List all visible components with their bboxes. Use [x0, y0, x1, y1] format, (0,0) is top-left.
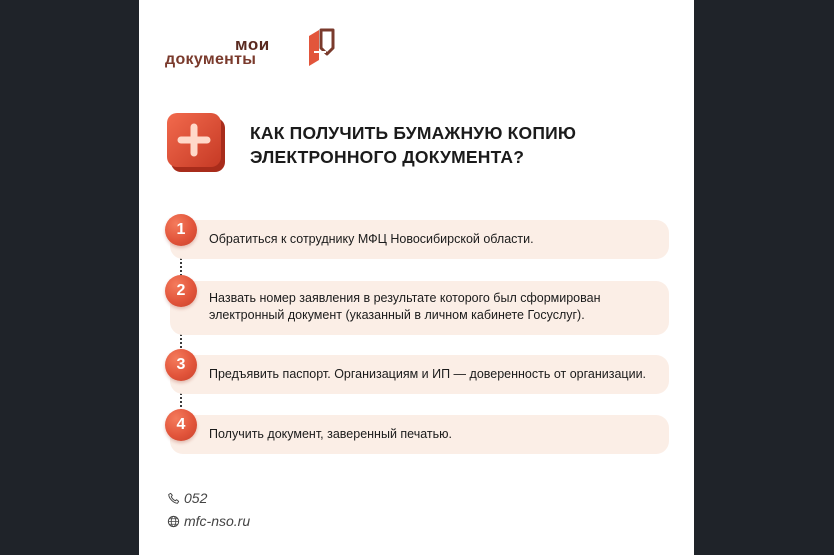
step-2-number: 2 [165, 275, 197, 307]
globe-icon [167, 515, 180, 528]
phone-number: 052 [184, 490, 208, 506]
step-3-text [209, 366, 646, 383]
title-line-2: ЭЛЕКТРОННОГО ДОКУМЕНТА? [250, 147, 525, 167]
website-link[interactable] [167, 512, 250, 530]
logo-line1: мои [235, 35, 270, 54]
step-2-text [209, 290, 601, 324]
step-1-text [209, 231, 534, 248]
phone-icon [167, 492, 180, 505]
title-line-1: КАК ПОЛУЧИТЬ БУМАЖНУЮ КОПИЮ [250, 123, 577, 143]
phone-contact[interactable] [167, 489, 207, 507]
step-2-line-2: электронный документ (указанный в личном кабинете Госуслуг). [209, 308, 585, 322]
info-card [139, 0, 694, 555]
step-4-number: 4 [165, 409, 197, 441]
step-1-number: 1 [165, 214, 197, 246]
step-1-line-1: Обратиться к сотруднику МФЦ Новосибирской области. [209, 232, 534, 246]
step-4-text [209, 426, 452, 443]
step-3-number: 3 [165, 349, 197, 381]
plus-icon [165, 110, 229, 174]
logo [165, 26, 325, 70]
logo-line2: документы [165, 51, 257, 68]
step-2-line-1: Назвать номер заявления в результате которого был сформирован [209, 291, 601, 305]
logo-mark-icon [305, 26, 337, 68]
website-url: mfc-nso.ru [184, 513, 251, 529]
step-3-line-1: Предъявить паспорт. Организациям и ИП — доверенность от организации. [209, 367, 647, 381]
page-title [250, 121, 670, 169]
step-4-line-1: Получить документ, заверенный печатью. [209, 427, 452, 441]
